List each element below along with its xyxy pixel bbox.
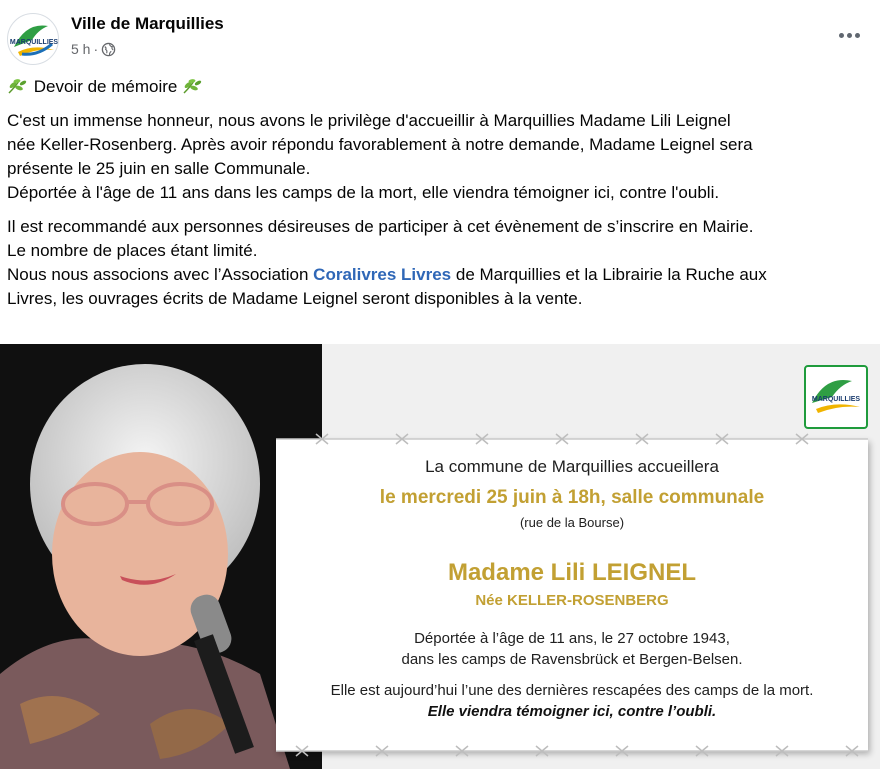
post-meta (71, 41, 116, 57)
poster-birth-name: Née KELLER-ROSENBERG (475, 592, 669, 609)
para1-line: présente le 25 juin en salle Communale. (7, 159, 311, 178)
para1-line: née Keller-Rosenberg. Après avoir répondu favorablement à notre demande, Madame Leignel sera (7, 135, 753, 154)
para2-line: Livres, les ouvrages écrits de Madame Leignel seront disponibles à la vente. (7, 289, 583, 308)
coralivres-link[interactable]: Coralivres Livres (313, 265, 452, 284)
poster-camps: dans les camps de Ravensbrück et Bergen-Belsen. (401, 651, 743, 668)
para1-line: Déportée à l'âge de 11 ans dans les camps de la mort, elle viendra témoigner ici, contre l'oubli. (7, 183, 720, 202)
post-image[interactable] (0, 344, 880, 769)
page-name-link[interactable]: Ville de Marquillies (71, 14, 224, 33)
poster-intro: La commune de Marquillies accueillera (425, 457, 719, 476)
poster-card (276, 439, 868, 751)
meta-separator: · (93, 41, 99, 57)
svg-text:MARQUILLIES: MARQUILLIES (9, 39, 59, 46)
page-avatar[interactable] (7, 13, 59, 65)
poster-guest-name: Madame Lili LEIGNEL (447, 559, 697, 586)
post-title: Devoir de mémoire (33, 77, 178, 96)
speaker-photo (0, 344, 322, 769)
post-title-line (7, 75, 869, 99)
para1-line: C'est un immense honneur, nous avons le privilège d'accueillir à Marquillies Madame Lili Leignel (7, 111, 731, 130)
herb-leaf-icon (7, 77, 29, 95)
poster-logo (804, 365, 868, 429)
poster-deported: Déportée à l’âge de 11 ans, le 27 octobre 1943, (414, 630, 730, 647)
barbed-wire-top (276, 433, 868, 445)
post-header (0, 0, 880, 72)
poster-testimony: Elle viendra témoigner ici, contre l’oubli. (427, 703, 717, 720)
globe-icon[interactable] (101, 42, 116, 57)
poster-survivor: Elle est aujourd’hui l’une des dernières rescapées des camps de la mort. (330, 682, 814, 699)
para2-line-with-link: Nous nous associons avec l’Association Coralivres Livres de Marquillies et la Librairie la Ruche aux (7, 265, 767, 284)
post-timestamp[interactable]: 5 h (71, 41, 91, 57)
poster-address: (rue de la Bourse) (519, 515, 625, 530)
para2-line: Le nombre de places étant limité. (7, 241, 258, 260)
herb-leaf-icon (182, 77, 204, 95)
poster-date-place: le mercredi 25 juin à 18h, salle communale (379, 487, 765, 508)
para2-line: Il est recommandé aux personnes désireuses de participer à cet évènement de s’inscrire en Mairie. (7, 217, 754, 236)
more-options-button[interactable] (836, 22, 862, 48)
svg-text:MARQUILLIES: MARQUILLIES (811, 396, 861, 403)
post-text (7, 75, 869, 311)
barbed-wire-bottom (276, 745, 868, 757)
more-horizontal-icon (839, 33, 844, 38)
